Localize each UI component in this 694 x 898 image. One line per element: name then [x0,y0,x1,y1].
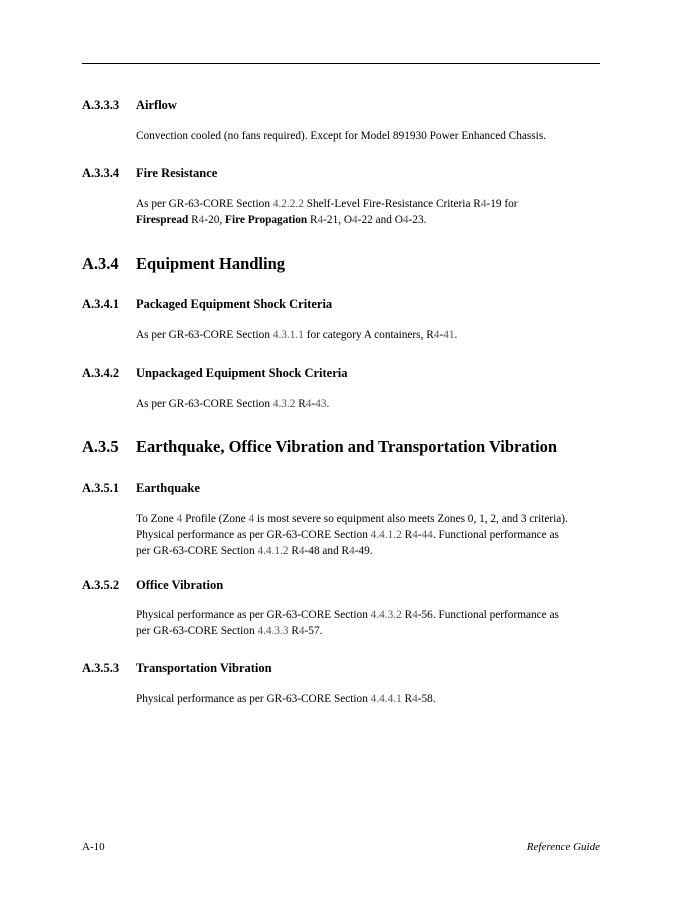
text-run: . [326,398,330,410]
section-reference: 4 [412,693,418,705]
text-run: Physical performance as per GR-63-CORE Section [136,529,371,541]
text-run: -48 and R [304,545,350,557]
text-run: Physical performance as per GR-63-CORE Section [136,693,371,705]
header-rule [82,63,600,64]
section-reference: 4.4.1.2 [370,529,402,541]
section-title: Packaged Equipment Shock Criteria [136,297,333,311]
section-number: A.3.3.4 [82,166,120,180]
section-reference: 4 [402,214,409,226]
section-number: A.3.3.3 [82,98,120,112]
text-run: R [401,529,413,541]
section-reference: 4 [412,529,418,541]
text-run: . Functional performance as [432,529,559,541]
text-run: -23. [408,214,427,226]
section-reference: 4 [298,625,305,637]
section-reference: 4 [198,214,205,226]
section-title: Unpackaged Equipment Shock Criteria [136,366,348,380]
section-title: Transportation Vibration [136,661,272,675]
section-heading-unpackaged-shock [82,366,347,381]
section-heading-equipment-handling [82,254,285,274]
section-reference: 41 [443,329,455,341]
text-run: - [439,329,444,341]
section-reference: 4 [317,214,324,226]
airflow-text: Convection cooled (no fans required). Except for Model 891930 Power Enhanced Chassis. [136,130,547,142]
text-run: -22 and O [357,214,403,226]
text-run: - [311,398,316,410]
section-title: Fire Resistance [136,166,218,180]
section-reference: 4 [412,609,418,621]
section-reference: 4 [248,513,255,525]
text-run: -20, [204,214,226,226]
text-run: R [295,398,306,410]
bold-term: Firespread [136,214,189,226]
document-title-footer: Reference Guide [526,841,600,853]
section-title: Office Vibration [136,578,224,592]
section-reference: 4.4.3.3 [257,625,289,637]
section-reference: 4 [298,545,305,557]
text-run: . [454,329,458,341]
section-reference: 44 [421,529,433,541]
section-reference: 4.3.2 [272,398,296,410]
text-run: -19 for [486,198,518,210]
section-heading-packaged-shock [82,297,332,312]
text-run: per GR-63-CORE Section [136,625,258,637]
paragraph-earthquake [136,511,606,559]
section-reference: 4.4.1.2 [257,545,289,557]
text-run: Physical performance as per GR-63-CORE Section [136,609,371,621]
section-number: A.3.5 [82,437,119,456]
text-run: -49. [354,545,373,557]
text-run: -21, O [323,214,353,226]
text-run: R [401,693,413,705]
section-reference: 4 [480,198,487,210]
section-reference: 4 [349,545,355,557]
text-line [136,527,606,543]
text-line [136,212,606,228]
text-run: R [188,214,199,226]
section-reference: 4 [352,214,358,226]
section-heading-transportation-vibration [82,661,272,676]
section-reference: 4.4.3.2 [370,609,402,621]
section-reference: 4.3.1.1 [272,329,304,341]
paragraph-office-vibration [136,607,606,639]
section-number: A.3.4 [82,254,119,273]
paragraph-transportation-vibration [136,691,606,707]
text-run: for category A containers, R [303,329,434,341]
section-reference: 4 [305,398,312,410]
text-run: -58. [417,693,436,705]
section-reference: 4.4.4.1 [370,693,402,705]
text-run: per GR-63-CORE Section [136,545,258,557]
text-run: As per GR-63-CORE Section [136,198,273,210]
section-heading-earthquake [82,481,200,496]
section-heading-fire-resistance [82,166,217,181]
text-run: R [288,625,299,637]
section-title: Airflow [136,98,177,112]
section-title: Earthquake, Office Vibration and Transportation Vibration [136,437,558,456]
section-reference: 4 [433,329,440,341]
text-line [136,607,606,623]
text-run: R [288,545,299,557]
text-line [136,196,606,212]
bold-term: Fire Propagation [225,214,308,226]
section-heading-office-vibration [82,578,223,593]
section-title: Earthquake [136,481,200,495]
text-run: To Zone [136,513,177,525]
section-number: A.3.4.1 [82,297,120,311]
section-number: A.3.4.2 [82,366,120,380]
text-run: -57. [304,625,323,637]
text-line [136,543,606,559]
paragraph-airflow [136,128,606,144]
text-run: Shelf-Level Fire-Resistance Criteria R [303,198,481,210]
text-run: As per GR-63-CORE Section [136,329,273,341]
text-line [136,623,606,639]
text-run: is most severe so equipment also meets Zones 0, 1, 2, and 3 criteria). [254,513,568,525]
text-run: - [417,529,422,541]
text-run: Profile (Zone [182,513,249,525]
section-number: A.3.5.2 [82,578,120,592]
text-run: R [307,214,318,226]
section-heading-airflow [82,98,177,113]
text-line [136,511,606,527]
section-reference: 4.2.2.2 [272,198,304,210]
section-reference: 43 [315,398,327,410]
text-run: -56. Functional performance as [417,609,559,621]
paragraph-fire-resistance [136,196,606,228]
text-run: R [401,609,413,621]
text-run: As per GR-63-CORE Section [136,398,273,410]
section-reference: 4 [176,513,183,525]
page-number: A-10 [82,841,105,853]
section-number: A.3.5.3 [82,661,120,675]
paragraph-packaged-shock [136,327,606,343]
section-title: Equipment Handling [136,254,286,273]
paragraph-unpackaged-shock [136,396,606,412]
section-number: A.3.5.1 [82,481,120,495]
section-heading-vibration [82,437,557,457]
